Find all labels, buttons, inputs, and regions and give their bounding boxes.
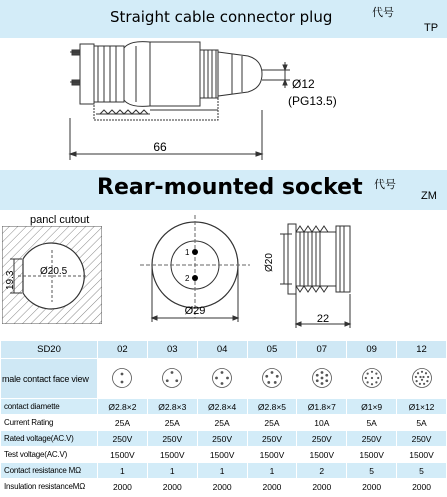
table-cell: 5 [347,463,397,479]
table-cell: 250V [397,431,447,447]
socket-code-value: ZM [421,190,437,202]
row-label: contact diamette [1,399,98,415]
table-cell: Ø1.8×7 [297,399,347,415]
table-cell: Ø2.8×3 [147,399,197,415]
plug-length-dim: 66 [153,140,167,154]
pin-face-icon [361,367,383,389]
table-cell: 2000 [347,479,397,495]
table-cell: Ø2.8×2 [98,399,148,415]
table-cell: 1500V [98,447,148,463]
plug-dia-dim: Ø12 [292,77,315,91]
plug-thread-dim: (PG13.5) [288,94,337,108]
table-row [1,479,447,495]
table-cell: 1 [247,463,297,479]
face-view-cell [347,359,397,399]
plug-title: Straight cable connector plug [110,8,333,26]
table-cell: 2000 [397,479,447,495]
table-cell: 250V [147,431,197,447]
face-dia-dim: Ø29 [184,305,206,317]
pin-face-icon [411,367,433,389]
table-cell: 1500V [397,447,447,463]
row-label: Rated voltage(AC.V) [1,431,98,447]
table-cell: 25A [247,415,297,431]
row-label: Insulation resistanceMΩ [1,479,98,495]
table-cell: 1500V [147,447,197,463]
pin-count-header: 02 [98,341,148,359]
table-row [1,415,447,431]
table-row [1,447,447,463]
table-cell: 2000 [247,479,297,495]
pin-count-header: 05 [247,341,297,359]
pin-count-header: 12 [397,341,447,359]
table-cell: 1500V [347,447,397,463]
table-cell: 1500V [297,447,347,463]
series-label: SD20 [1,341,98,359]
table-cell: 5A [397,415,447,431]
table-cell: 25A [197,415,247,431]
side-dia-dim: Ø20 [264,253,275,272]
pin-count-header: 07 [297,341,347,359]
table-cell: 10A [297,415,347,431]
pin-count-header: 03 [147,341,197,359]
table-cell: 250V [347,431,397,447]
table-row [1,431,447,447]
table-cell: 2 [297,463,347,479]
socket-title: Rear-mounted socket [97,175,363,200]
pin-count-header: 04 [197,341,247,359]
pin-face-icon [211,367,233,389]
table-cell: 1 [147,463,197,479]
table-cell: 250V [297,431,347,447]
table-cell: 1 [197,463,247,479]
cutout-label: pancl cutout [30,214,90,226]
pin-count-header: 09 [347,341,397,359]
plug-drawing [0,0,447,170]
spec-table [0,340,447,495]
face-view-cell [147,359,197,399]
table-cell: 5 [397,463,447,479]
row-label: Contact resistance MΩ [1,463,98,479]
table-cell: 25A [98,415,148,431]
table-cell: 250V [247,431,297,447]
face-view-cell [98,359,148,399]
table-row [1,399,447,415]
table-cell: 2000 [197,479,247,495]
face-view-cell [297,359,347,399]
table-cell: 1 [98,463,148,479]
face-view-cell [197,359,247,399]
table-cell: Ø1×12 [397,399,447,415]
table-cell: Ø2.8×4 [197,399,247,415]
table-cell: 2000 [147,479,197,495]
face-view-cell [247,359,297,399]
cutout-flat-dim: 19.3 [5,270,16,290]
pin-face-icon [111,367,133,389]
table-cell: Ø2.8×5 [247,399,297,415]
face-view-label: male contact face view [1,359,98,399]
socket-drawing [0,210,447,340]
table-cell: Ø1×9 [347,399,397,415]
socket-code-label: 代号 [374,179,396,191]
row-label: Current Rating [1,415,98,431]
pin-face-icon [261,367,283,389]
table-cell: 5A [347,415,397,431]
row-label: Test voltage(AC.V) [1,447,98,463]
side-len-dim: 22 [316,313,330,325]
cutout-dia-dim: Ø20.5 [40,266,68,277]
table-header-row [1,341,447,359]
table-cell: 2000 [297,479,347,495]
table-row [1,463,447,479]
table-cell: 25A [147,415,197,431]
pin-face-icon [311,367,333,389]
table-cell: 250V [197,431,247,447]
table-cell: 2000 [98,479,148,495]
plug-code-label: 代号 [372,7,394,19]
table-cell: 1500V [247,447,297,463]
face-pin1: 1 [185,248,190,257]
face-view-row [1,359,447,399]
pin-face-icon [161,367,183,389]
table-cell: 250V [98,431,148,447]
table-cell: 1500V [197,447,247,463]
face-view-cell [397,359,447,399]
plug-code-value: TP [424,22,439,34]
face-pin2: 2 [185,274,190,283]
